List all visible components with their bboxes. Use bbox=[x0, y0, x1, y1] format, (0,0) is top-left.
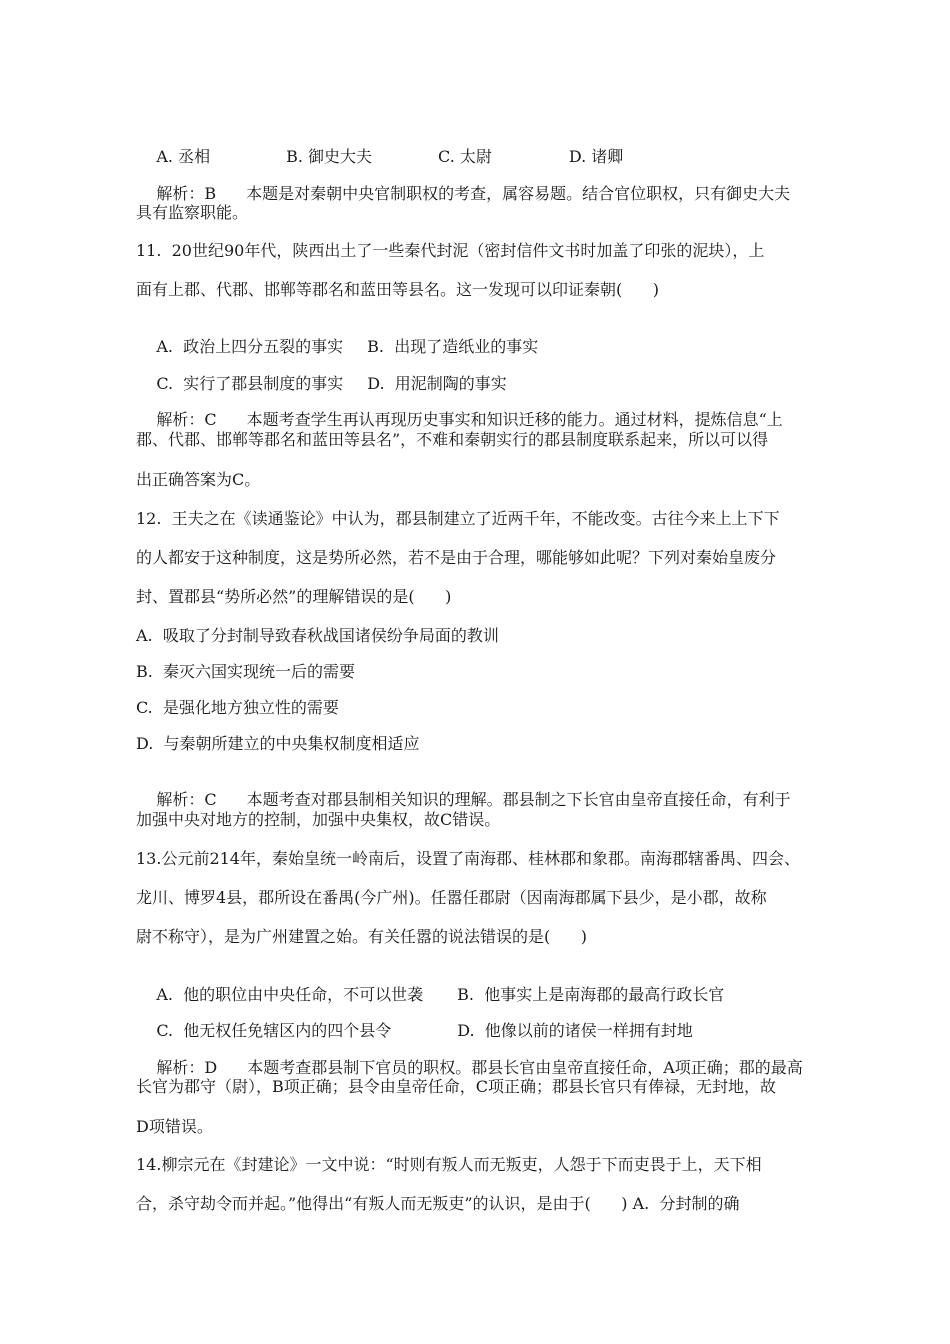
q12-option-b: B. 秦灭六国实现统一后的需要 bbox=[136, 662, 356, 681]
q12-stem-line-1: 12. 王夫之在《读通鉴论》中认为，郡县制建立了近两千年，不能改变。古往今来上上下下 bbox=[136, 509, 780, 528]
q12-stem-line-2: 的人都安于这种制度，这是势所必然，若不是由于合理，哪能够如此呢？下列对秦始皇废分 bbox=[136, 548, 777, 567]
q11-stem-line-1: 11. 20世纪90年代，陕西出土了一些秦代封泥（密封信件文书时加盖了印张的泥块），上 bbox=[136, 241, 765, 260]
q10-option-a: A. 丞相 bbox=[156, 147, 211, 166]
q11-analysis-label: 解析：C bbox=[156, 410, 217, 429]
q12-option-c: C. 是强化地方独立性的需要 bbox=[136, 698, 339, 717]
q12-analysis-label: 解析：C bbox=[156, 790, 217, 809]
q10-option-b: B. 御史大夫 bbox=[286, 147, 373, 166]
q11-option-c: C. 实行了郡县制度的事实 bbox=[156, 374, 344, 393]
q13-option-d: D. 他像以前的诸侯一样拥有封地 bbox=[457, 1021, 693, 1040]
q11-analysis-line-2: 郡、代郡、邯郸等郡名和蓝田等县名”，不难和秦朝实行的郡县制度联系起来，所以可以得 bbox=[136, 430, 769, 449]
q11-analysis-line-3: 出正确答案为C。 bbox=[136, 470, 261, 489]
q13-analysis-text-1: 本题考查郡县制下官员的职权。郡县长官由皇帝直接任命，A项正确；郡的最高 bbox=[247, 1058, 803, 1077]
q10-analysis-text-1: 本题是对秦朝中央官制职权的考查，属容易题。结合官位职权，只有御史大夫 bbox=[246, 184, 791, 203]
q11-option-b: B. 出现了造纸业的事实 bbox=[367, 337, 539, 356]
q10-option-d: D. 诸卿 bbox=[568, 147, 624, 166]
q13-stem-line-1: 13.公元前214年，秦始皇统一岭南后，设置了南海郡、桂林郡和象郡。南海郡辖番禺、四会、 bbox=[136, 849, 800, 868]
q10-analysis-line-2: 具有监察职能。 bbox=[136, 203, 249, 222]
q10-option-c: C. 太尉 bbox=[438, 147, 492, 166]
q14-stem-line-1: 14.柳宗元在《封建论》一文中说：“时则有叛人而无叛吏，人怨于下而吏畏于上，天下相 bbox=[136, 1155, 762, 1174]
q12-option-d: D. 与秦朝所建立的中央集权制度相适应 bbox=[136, 734, 420, 753]
q13-stem-line-3: 尉不称守），是为广州建置之始。有关任嚣的说法错误的是( ) bbox=[136, 927, 588, 946]
q12-analysis-text-1: 本题考查对郡县制相关知识的理解。郡县制之下长官由皇帝直接任命，有利于 bbox=[246, 790, 791, 809]
q11-option-d: D. 用泥制陶的事实 bbox=[367, 374, 507, 393]
q13-stem-line-2: 龙川、博罗4县，郡所设在番禺(今广州)。任嚣任郡尉（因南海郡属下县少，是小郡，故称 bbox=[136, 888, 767, 907]
q11-stem-line-2: 面有上郡、代郡、邯郸等郡名和蓝田等县名。这一发现可以印证秦朝( ) bbox=[136, 280, 660, 299]
q10-analysis-label: 解析：B bbox=[156, 184, 217, 203]
q13-option-c: C. 他无权任免辖区内的四个县令 bbox=[156, 1021, 392, 1040]
q13-option-b: B. 他事实上是南海郡的最高行政长官 bbox=[457, 985, 725, 1004]
q14-stem-line-2: 合，杀守劫令而并起。”他得出“有叛人而无叛吏”的认识，是由于( ) A. 分封制的确 bbox=[136, 1194, 740, 1213]
q11-analysis-text-1: 本题考查学生再认再现历史事实和知识迁移的能力。通过材料，提炼信息“上 bbox=[246, 410, 783, 429]
q11-option-a: A. 政治上四分五裂的事实 bbox=[156, 337, 344, 356]
q12-analysis-line-2: 加强中央对地方的控制，加强中央集权，故C错误。 bbox=[136, 810, 501, 829]
q12-stem-line-3: 封、置郡县“势所必然”的理解错误的是( ) bbox=[136, 587, 452, 606]
q12-option-a: A. 吸取了分封制导致春秋战国诸侯纷争局面的教训 bbox=[136, 626, 499, 645]
q13-option-a: A. 他的职位由中央任命，不可以世袭 bbox=[156, 985, 424, 1004]
q13-analysis-line-3: D项错误。 bbox=[136, 1117, 213, 1136]
q13-analysis-label: 解析：D bbox=[156, 1058, 218, 1077]
q13-analysis-line-2: 长官为郡守（尉），B项正确；县令由皇帝任命，C项正确；郡县长官只有俸禄，无封地，故 bbox=[136, 1077, 777, 1096]
